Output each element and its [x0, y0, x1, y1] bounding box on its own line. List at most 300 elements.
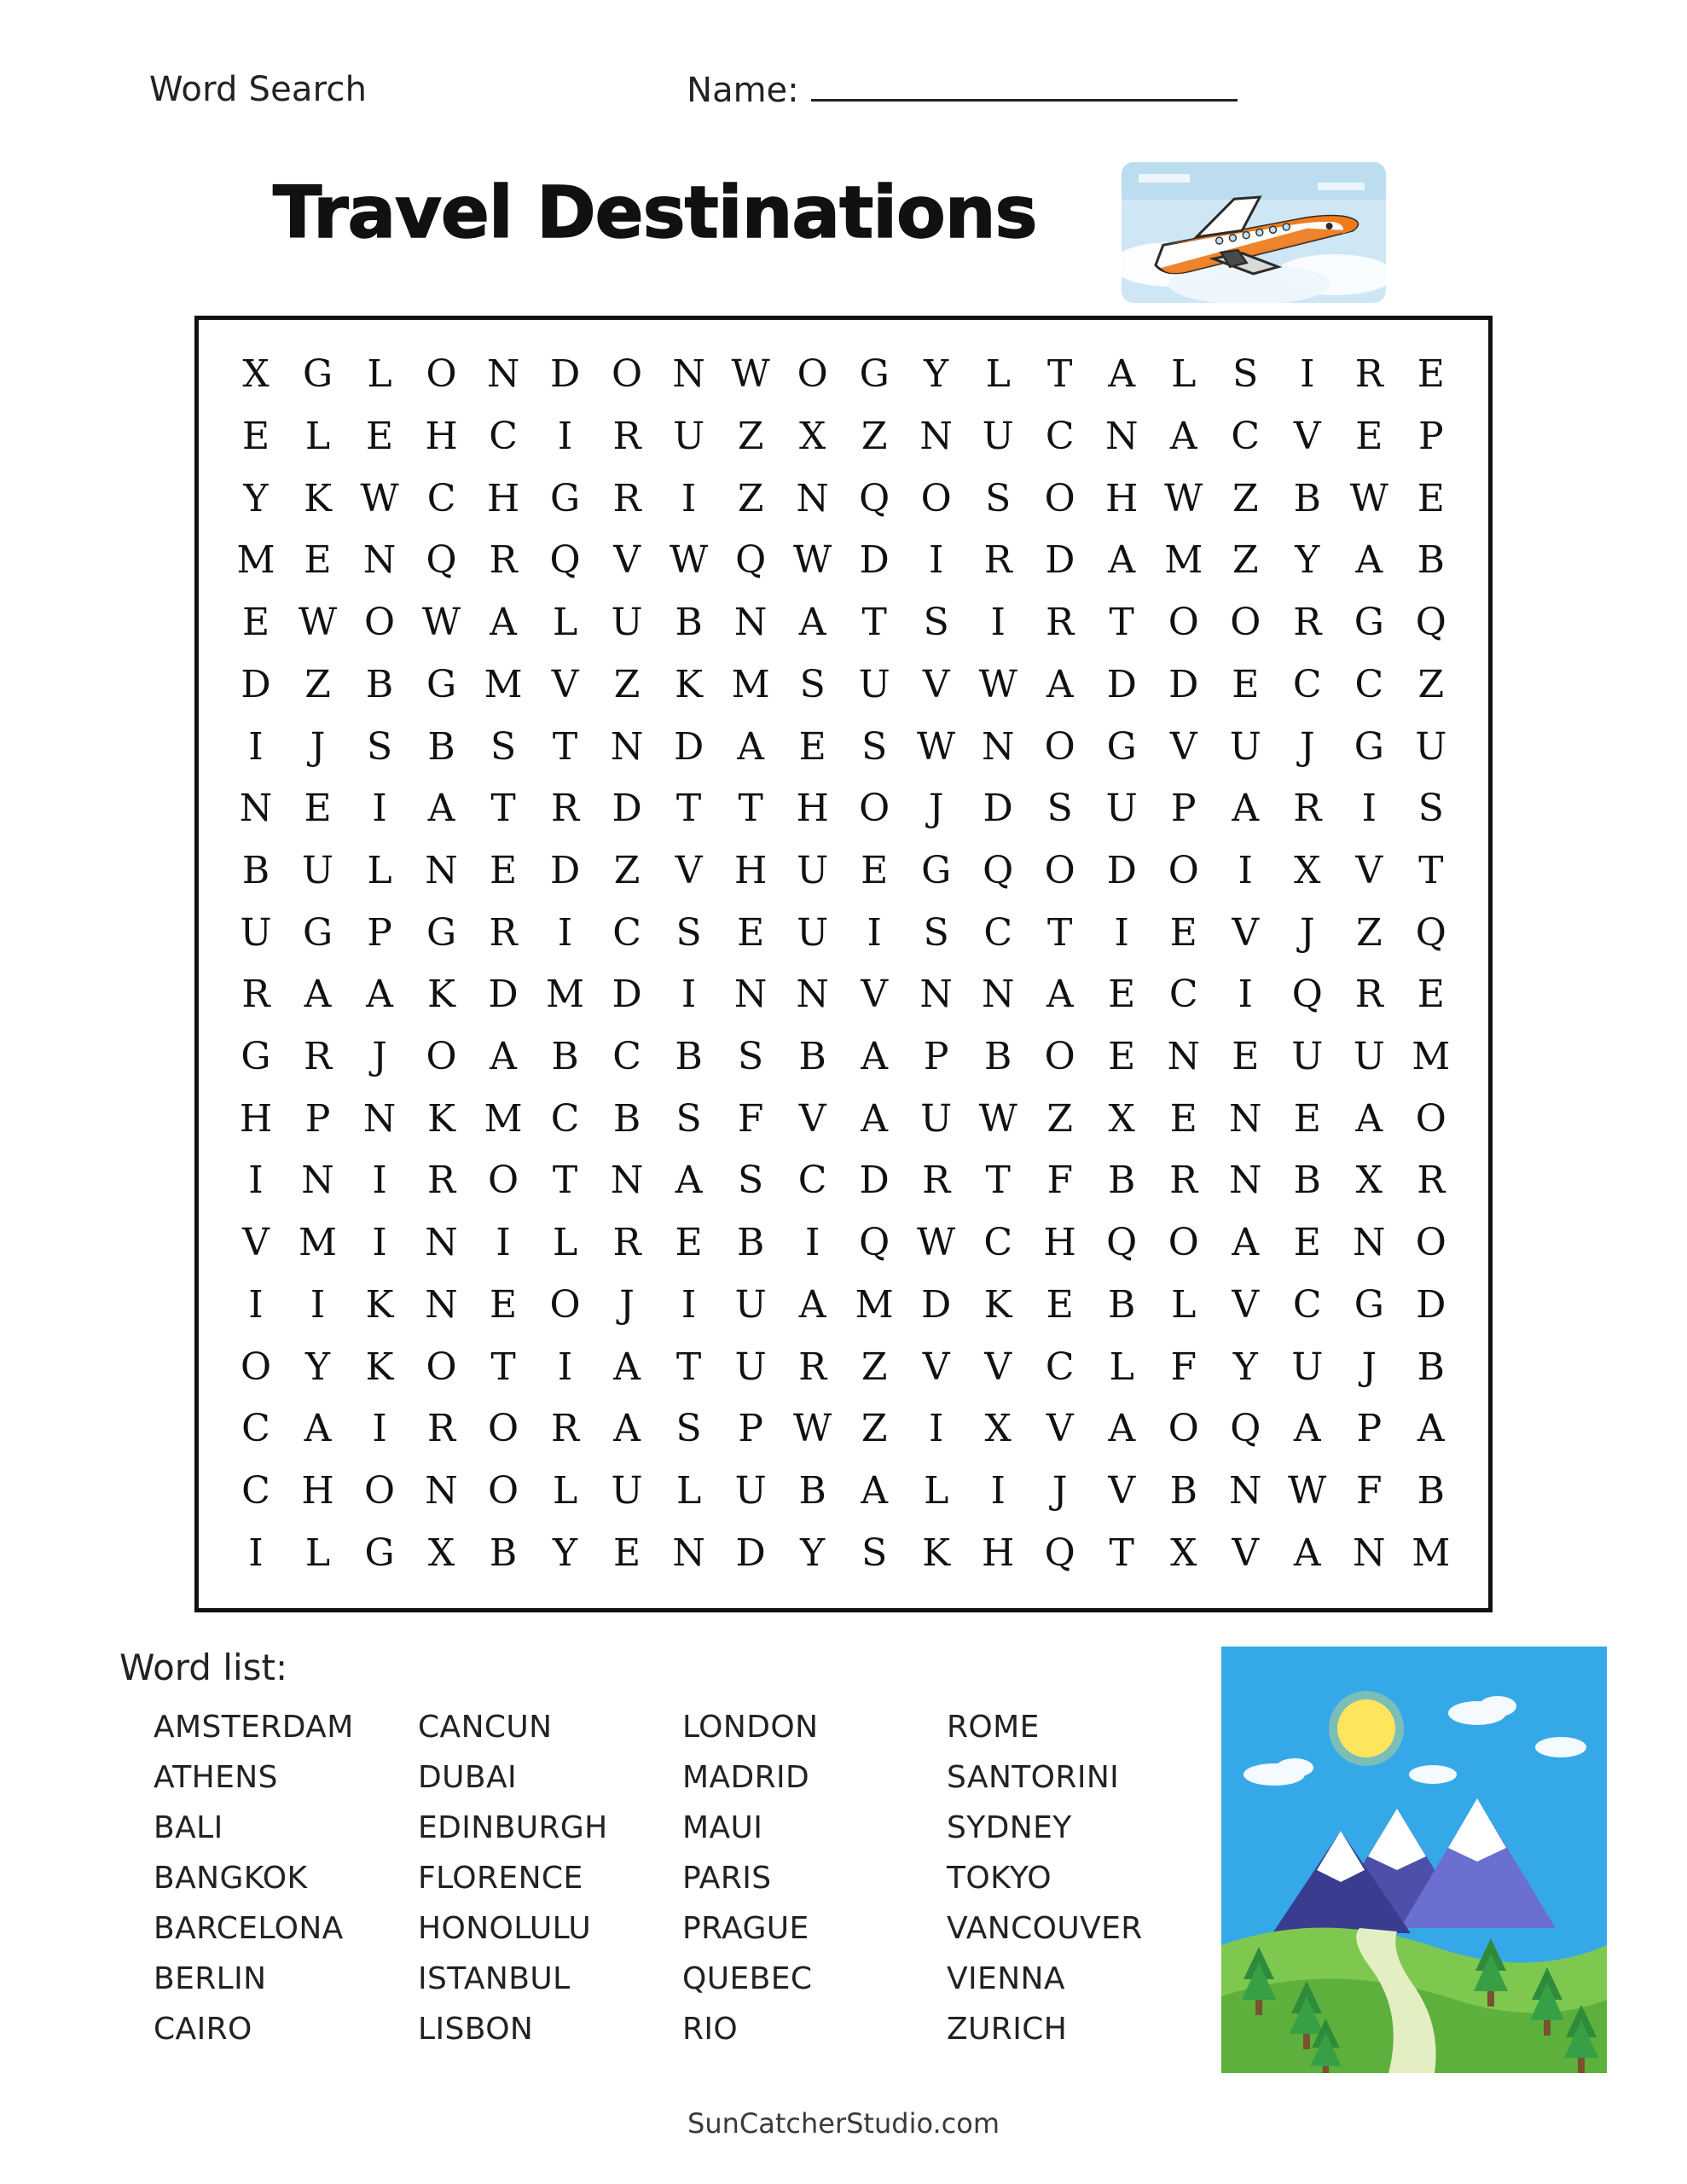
grid-cell[interactable]: N: [1167, 1035, 1200, 1079]
grid-cell[interactable]: Q: [1291, 973, 1323, 1017]
grid-cell[interactable]: Y: [1232, 1345, 1258, 1389]
grid-cell[interactable]: C: [1354, 662, 1384, 706]
grid-cell[interactable]: M: [731, 662, 770, 706]
grid-cell[interactable]: A: [366, 973, 393, 1017]
grid-cell[interactable]: G: [859, 352, 890, 397]
grid-cell[interactable]: A: [1355, 538, 1383, 583]
word-list-item[interactable]: BANGKOK: [154, 1861, 308, 1896]
grid-cell[interactable]: A: [798, 601, 826, 645]
grid-cell[interactable]: N: [796, 476, 829, 520]
grid-cell[interactable]: N: [1353, 1221, 1386, 1265]
grid-cell[interactable]: C: [612, 910, 641, 955]
word-list-item[interactable]: SANTORINI: [947, 1760, 1120, 1795]
grid-cell[interactable]: M: [1412, 1035, 1451, 1079]
grid-cell[interactable]: N: [486, 352, 520, 397]
grid-cell[interactable]: H: [301, 1469, 334, 1513]
grid-cell[interactable]: W: [793, 1407, 832, 1451]
grid-cell[interactable]: R: [983, 538, 1012, 583]
grid-cell[interactable]: N: [733, 973, 768, 1017]
grid-cell[interactable]: U: [1415, 724, 1447, 769]
grid-cell[interactable]: E: [365, 415, 394, 459]
grid-cell[interactable]: F: [1170, 1345, 1197, 1389]
grid-cell[interactable]: R: [426, 1407, 456, 1451]
grid-cell[interactable]: V: [1108, 1469, 1136, 1513]
grid-cell[interactable]: B: [489, 1531, 518, 1575]
grid-cell[interactable]: A: [490, 1035, 517, 1079]
grid-cell[interactable]: W: [917, 1221, 956, 1265]
grid-cell[interactable]: E: [675, 1221, 703, 1265]
grid-cell[interactable]: O: [797, 352, 828, 397]
grid-cell[interactable]: O: [488, 1407, 519, 1451]
grid-cell[interactable]: V: [1232, 910, 1260, 955]
grid-cell[interactable]: L: [1109, 1345, 1134, 1389]
grid-cell[interactable]: V: [1046, 1407, 1074, 1451]
grid-cell[interactable]: V: [1169, 724, 1197, 769]
grid-cell[interactable]: E: [613, 1531, 641, 1575]
grid-cell[interactable]: N: [362, 538, 397, 583]
grid-cell[interactable]: B: [798, 1035, 826, 1079]
grid-cell[interactable]: N: [981, 973, 1015, 1017]
grid-cell[interactable]: E: [1169, 910, 1197, 955]
grid-cell[interactable]: N: [1104, 415, 1139, 459]
grid-cell[interactable]: T: [1109, 601, 1134, 645]
grid-cell[interactable]: O: [1230, 601, 1261, 645]
grid-cell[interactable]: U: [797, 848, 829, 892]
grid-cell[interactable]: D: [735, 1531, 766, 1575]
grid-cell[interactable]: U: [982, 415, 1014, 459]
grid-cell[interactable]: E: [1169, 1096, 1197, 1141]
grid-cell[interactable]: A: [427, 787, 455, 831]
grid-cell[interactable]: X: [1294, 848, 1321, 892]
grid-cell[interactable]: K: [304, 476, 332, 520]
grid-cell[interactable]: D: [488, 973, 519, 1017]
grid-cell[interactable]: A: [1108, 352, 1136, 397]
grid-cell[interactable]: D: [983, 787, 1013, 831]
grid-cell[interactable]: N: [425, 1221, 458, 1265]
grid-cell[interactable]: J: [928, 787, 944, 831]
grid-cell[interactable]: O: [426, 1345, 457, 1389]
word-list-item[interactable]: SYDNEY: [947, 1810, 1072, 1845]
grid-cell[interactable]: V: [675, 848, 703, 892]
grid-cell[interactable]: N: [672, 1531, 705, 1575]
grid-cell[interactable]: D: [612, 973, 642, 1017]
grid-cell[interactable]: A: [613, 1345, 641, 1389]
grid-cell[interactable]: N: [1229, 1469, 1262, 1513]
grid-cell[interactable]: P: [304, 1096, 331, 1141]
grid-cell[interactable]: D: [1106, 662, 1137, 706]
grid-cell[interactable]: Q: [1230, 1407, 1261, 1451]
grid-cell[interactable]: U: [611, 1469, 643, 1513]
grid-cell[interactable]: I: [804, 1221, 820, 1265]
grid-cell[interactable]: S: [923, 910, 949, 955]
grid-cell[interactable]: U: [797, 910, 829, 955]
grid-cell[interactable]: P: [1417, 415, 1444, 459]
grid-cell[interactable]: A: [304, 1407, 332, 1451]
grid-cell[interactable]: N: [425, 848, 458, 892]
grid-cell[interactable]: K: [922, 1531, 951, 1575]
grid-cell[interactable]: X: [1108, 1096, 1135, 1141]
grid-cell[interactable]: X: [1355, 1159, 1383, 1203]
grid-cell[interactable]: I: [496, 1221, 511, 1265]
grid-cell[interactable]: G: [1106, 724, 1137, 769]
grid-cell[interactable]: A: [1355, 1096, 1383, 1141]
grid-cell[interactable]: A: [1108, 538, 1136, 583]
grid-cell[interactable]: K: [427, 973, 455, 1017]
grid-cell[interactable]: D: [859, 538, 890, 583]
grid-cell[interactable]: Z: [613, 848, 641, 892]
grid-cell[interactable]: N: [672, 352, 705, 397]
grid-cell[interactable]: O: [1415, 1096, 1446, 1141]
grid-cell[interactable]: J: [1361, 1345, 1377, 1389]
grid-cell[interactable]: C: [241, 1407, 270, 1451]
grid-cell[interactable]: O: [1415, 1221, 1446, 1265]
grid-cell[interactable]: R: [1293, 601, 1322, 645]
grid-cell[interactable]: I: [681, 973, 697, 1017]
grid-cell[interactable]: Z: [1355, 910, 1383, 955]
grid-cell[interactable]: R: [798, 1345, 827, 1389]
grid-cell[interactable]: M: [1412, 1531, 1451, 1575]
grid-cell[interactable]: S: [1046, 787, 1073, 831]
grid-cell[interactable]: N: [1229, 1159, 1262, 1203]
grid-cell[interactable]: B: [1417, 1469, 1445, 1513]
grid-cell[interactable]: O: [612, 352, 643, 397]
word-list-item[interactable]: VIENNA: [947, 1961, 1065, 1996]
grid-cell[interactable]: U: [734, 1469, 767, 1513]
grid-cell[interactable]: P: [1170, 787, 1197, 831]
grid-cell[interactable]: H: [425, 415, 458, 459]
grid-cell[interactable]: R: [1354, 352, 1383, 397]
word-list-item[interactable]: BERLIN: [154, 1961, 267, 1996]
grid-cell[interactable]: O: [1168, 1221, 1199, 1265]
grid-cell[interactable]: Q: [983, 848, 1014, 892]
grid-cell[interactable]: A: [1417, 1407, 1445, 1451]
grid-cell[interactable]: I: [1300, 352, 1315, 397]
grid-cell[interactable]: W: [1288, 1469, 1327, 1513]
grid-cell[interactable]: U: [301, 848, 334, 892]
grid-cell[interactable]: V: [922, 662, 950, 706]
grid-cell[interactable]: G: [1354, 1282, 1384, 1327]
grid-cell[interactable]: A: [1108, 1407, 1136, 1451]
grid-cell[interactable]: D: [1416, 1282, 1446, 1327]
grid-cell[interactable]: S: [738, 1035, 764, 1079]
grid-cell[interactable]: E: [1108, 973, 1136, 1017]
grid-cell[interactable]: S: [366, 724, 393, 769]
grid-cell[interactable]: R: [551, 787, 580, 831]
grid-cell[interactable]: E: [241, 601, 270, 645]
grid-cell[interactable]: J: [1052, 1469, 1068, 1513]
grid-cell[interactable]: U: [1229, 724, 1261, 769]
grid-cell[interactable]: B: [675, 1035, 703, 1079]
grid-cell[interactable]: N: [425, 1282, 458, 1327]
grid-cell[interactable]: N: [981, 724, 1015, 769]
grid-cell[interactable]: R: [922, 1159, 951, 1203]
grid-cell[interactable]: T: [1047, 352, 1073, 397]
grid-cell[interactable]: R: [1354, 973, 1383, 1017]
grid-cell[interactable]: A: [1293, 1531, 1321, 1575]
grid-cell[interactable]: U: [240, 910, 272, 955]
word-search-grid[interactable]: [194, 316, 1493, 1612]
grid-cell[interactable]: O: [363, 601, 396, 645]
grid-cell[interactable]: Q: [1044, 1531, 1075, 1575]
grid-cell[interactable]: Z: [1417, 662, 1445, 706]
grid-cell[interactable]: V: [613, 538, 641, 583]
grid-cell[interactable]: L: [304, 415, 331, 459]
grid-cell[interactable]: R: [489, 538, 518, 583]
grid-cell[interactable]: Q: [859, 476, 890, 520]
grid-cell[interactable]: R: [1046, 601, 1075, 645]
grid-cell[interactable]: Y: [800, 1531, 826, 1575]
grid-cell[interactable]: T: [1109, 1531, 1134, 1575]
grid-cell[interactable]: Z: [861, 1345, 888, 1389]
word-list-item[interactable]: BARCELONA: [154, 1911, 344, 1946]
grid-cell[interactable]: K: [675, 662, 704, 706]
grid-cell[interactable]: Y: [924, 352, 949, 397]
grid-cell[interactable]: Q: [1415, 601, 1446, 645]
grid-cell[interactable]: Z: [304, 662, 331, 706]
grid-cell[interactable]: E: [490, 1282, 518, 1327]
grid-cell[interactable]: L: [1171, 1282, 1197, 1327]
word-list-item[interactable]: PARIS: [682, 1861, 772, 1896]
grid-cell[interactable]: D: [859, 1159, 890, 1203]
grid-cell[interactable]: T: [1418, 848, 1444, 892]
grid-cell[interactable]: W: [1164, 476, 1203, 520]
grid-cell[interactable]: A: [1169, 415, 1197, 459]
grid-cell[interactable]: O: [1044, 476, 1075, 520]
grid-cell[interactable]: R: [489, 910, 518, 955]
grid-cell[interactable]: J: [1299, 910, 1315, 955]
word-list-item[interactable]: CANCUN: [418, 1710, 553, 1745]
grid-cell[interactable]: D: [673, 724, 704, 769]
grid-cell[interactable]: I: [372, 1221, 387, 1265]
grid-cell[interactable]: S: [675, 1096, 702, 1141]
grid-cell[interactable]: D: [921, 1282, 952, 1327]
grid-cell[interactable]: A: [1046, 662, 1074, 706]
grid-cell[interactable]: E: [1232, 1035, 1260, 1079]
grid-cell[interactable]: O: [426, 352, 457, 397]
grid-cell[interactable]: R: [612, 415, 641, 459]
grid-cell[interactable]: M: [484, 1096, 523, 1141]
grid-cell[interactable]: Y: [553, 1531, 578, 1575]
grid-cell[interactable]: R: [303, 1035, 333, 1079]
grid-cell[interactable]: U: [611, 601, 643, 645]
grid-cell[interactable]: G: [550, 476, 581, 520]
grid-cell[interactable]: L: [367, 848, 392, 892]
grid-cell[interactable]: L: [924, 1469, 949, 1513]
grid-cell[interactable]: E: [1417, 476, 1445, 520]
grid-cell[interactable]: U: [734, 1345, 767, 1389]
grid-cell[interactable]: B: [736, 1221, 765, 1265]
grid-cell[interactable]: K: [427, 1096, 455, 1141]
grid-cell[interactable]: C: [241, 1469, 270, 1513]
grid-cell[interactable]: D: [1168, 662, 1199, 706]
grid-cell[interactable]: W: [978, 662, 1017, 706]
grid-cell[interactable]: B: [1417, 1345, 1445, 1389]
grid-cell[interactable]: B: [427, 724, 455, 769]
grid-cell[interactable]: A: [675, 1159, 703, 1203]
grid-cell[interactable]: T: [985, 1159, 1011, 1203]
grid-cell[interactable]: U: [1291, 1035, 1324, 1079]
grid-cell[interactable]: W: [421, 601, 461, 645]
word-list-item[interactable]: PRAGUE: [682, 1911, 809, 1946]
grid-cell[interactable]: A: [1046, 973, 1074, 1017]
grid-cell[interactable]: T: [552, 724, 578, 769]
grid-cell[interactable]: C: [1231, 415, 1261, 459]
grid-cell[interactable]: R: [612, 1221, 641, 1265]
grid-cell[interactable]: B: [241, 848, 270, 892]
grid-cell[interactable]: B: [984, 1035, 1012, 1079]
grid-cell[interactable]: N: [301, 1159, 334, 1203]
word-list-item[interactable]: BALI: [154, 1810, 223, 1845]
grid-cell[interactable]: O: [859, 787, 890, 831]
grid-cell[interactable]: O: [1168, 601, 1199, 645]
grid-cell[interactable]: I: [681, 476, 697, 520]
grid-cell[interactable]: A: [1232, 787, 1260, 831]
grid-cell[interactable]: H: [982, 1531, 1015, 1575]
grid-cell[interactable]: W: [731, 352, 770, 397]
grid-cell[interactable]: C: [1292, 1282, 1322, 1327]
grid-cell[interactable]: N: [425, 1469, 458, 1513]
grid-cell[interactable]: M: [546, 973, 585, 1017]
grid-cell[interactable]: B: [1108, 1282, 1136, 1327]
grid-cell[interactable]: O: [1044, 724, 1075, 769]
grid-cell[interactable]: M: [484, 662, 523, 706]
grid-cell[interactable]: Z: [1232, 476, 1259, 520]
grid-cell[interactable]: R: [1169, 1159, 1198, 1203]
grid-cell[interactable]: O: [426, 1035, 457, 1079]
grid-cell[interactable]: N: [610, 1159, 644, 1203]
grid-cell[interactable]: N: [610, 724, 644, 769]
grid-cell[interactable]: O: [1044, 848, 1075, 892]
grid-cell[interactable]: A: [798, 1282, 826, 1327]
grid-cell[interactable]: G: [302, 352, 333, 397]
grid-cell[interactable]: X: [798, 415, 826, 459]
grid-cell[interactable]: K: [365, 1345, 394, 1389]
grid-cell[interactable]: N: [239, 787, 273, 831]
grid-cell[interactable]: E: [1293, 1096, 1321, 1141]
word-list-item[interactable]: ZURICH: [947, 2012, 1068, 2047]
grid-cell[interactable]: G: [426, 662, 457, 706]
grid-cell[interactable]: F: [1046, 1159, 1073, 1203]
grid-cell[interactable]: Z: [737, 476, 764, 520]
grid-cell[interactable]: I: [248, 1531, 264, 1575]
word-list-item[interactable]: HONOLULU: [418, 1911, 592, 1946]
grid-cell[interactable]: N: [1353, 1531, 1386, 1575]
grid-cell[interactable]: L: [676, 1469, 702, 1513]
grid-cell[interactable]: A: [861, 1035, 889, 1079]
grid-cell[interactable]: V: [1232, 1282, 1260, 1327]
grid-cell[interactable]: U: [1353, 1035, 1385, 1079]
grid-cell[interactable]: M: [855, 1282, 894, 1327]
grid-cell[interactable]: O: [920, 476, 952, 520]
grid-cell[interactable]: O: [363, 1469, 396, 1513]
grid-cell[interactable]: X: [242, 352, 270, 397]
grid-cell[interactable]: W: [917, 724, 956, 769]
grid-cell[interactable]: E: [1417, 973, 1445, 1017]
word-list-item[interactable]: MAUI: [682, 1810, 763, 1845]
grid-cell[interactable]: B: [1293, 476, 1321, 520]
grid-cell[interactable]: P: [738, 1407, 763, 1451]
word-list-item[interactable]: ISTANBUL: [418, 1961, 571, 1996]
grid-cell[interactable]: Y: [304, 1345, 331, 1389]
grid-cell[interactable]: R: [612, 476, 641, 520]
grid-cell[interactable]: B: [675, 601, 703, 645]
grid-cell[interactable]: C: [983, 910, 1013, 955]
word-list-item[interactable]: TOKYO: [947, 1861, 1052, 1896]
grid-cell[interactable]: H: [796, 787, 829, 831]
grid-cell[interactable]: S: [985, 476, 1012, 520]
grid-cell[interactable]: E: [490, 848, 518, 892]
grid-cell[interactable]: J: [372, 1035, 387, 1079]
grid-cell[interactable]: A: [304, 973, 332, 1017]
grid-cell[interactable]: C: [426, 476, 456, 520]
grid-cell[interactable]: I: [1238, 848, 1253, 892]
grid-cell[interactable]: J: [619, 1282, 635, 1327]
grid-cell[interactable]: L: [552, 601, 578, 645]
grid-cell[interactable]: S: [490, 724, 517, 769]
grid-cell[interactable]: A: [737, 724, 765, 769]
grid-cell[interactable]: W: [360, 476, 399, 520]
grid-cell[interactable]: F: [737, 1096, 764, 1141]
grid-cell[interactable]: C: [983, 1221, 1013, 1265]
grid-cell[interactable]: P: [923, 1035, 949, 1079]
grid-cell[interactable]: C: [550, 1096, 580, 1141]
grid-cell[interactable]: R: [241, 973, 270, 1017]
grid-cell[interactable]: P: [367, 910, 392, 955]
grid-cell[interactable]: R: [1293, 787, 1322, 831]
grid-cell[interactable]: V: [798, 1096, 826, 1141]
grid-cell[interactable]: V: [861, 973, 889, 1017]
grid-cell[interactable]: B: [798, 1469, 826, 1513]
grid-cell[interactable]: T: [675, 1345, 702, 1389]
grid-cell[interactable]: C: [1168, 973, 1198, 1017]
grid-cell[interactable]: U: [673, 415, 705, 459]
grid-cell[interactable]: B: [365, 662, 394, 706]
grid-cell[interactable]: C: [489, 415, 518, 459]
grid-cell[interactable]: I: [681, 1282, 697, 1327]
grid-cell[interactable]: E: [1293, 1221, 1321, 1265]
grid-cell[interactable]: W: [298, 601, 338, 645]
grid-cell[interactable]: T: [552, 1159, 578, 1203]
grid-cell[interactable]: V: [242, 1221, 270, 1265]
grid-cell[interactable]: X: [984, 1407, 1012, 1451]
grid-cell[interactable]: S: [675, 910, 702, 955]
grid-cell[interactable]: N: [1229, 1096, 1262, 1141]
grid-cell[interactable]: O: [488, 1159, 519, 1203]
grid-cell[interactable]: Y: [243, 476, 269, 520]
grid-cell[interactable]: B: [1293, 1159, 1321, 1203]
grid-cell[interactable]: A: [613, 1407, 641, 1451]
grid-cell[interactable]: Z: [861, 1407, 888, 1451]
grid-cell[interactable]: I: [990, 601, 1006, 645]
grid-cell[interactable]: I: [248, 1282, 264, 1327]
grid-cell[interactable]: E: [1232, 662, 1260, 706]
word-list-item[interactable]: DUBAI: [418, 1760, 518, 1795]
word-list-item[interactable]: ATHENS: [154, 1760, 278, 1795]
grid-cell[interactable]: D: [549, 352, 581, 397]
grid-cell[interactable]: I: [310, 1282, 326, 1327]
grid-cell[interactable]: S: [1417, 787, 1444, 831]
grid-cell[interactable]: B: [1417, 538, 1445, 583]
grid-cell[interactable]: L: [985, 352, 1011, 397]
word-list-item[interactable]: LONDON: [682, 1710, 819, 1745]
grid-cell[interactable]: Z: [861, 415, 888, 459]
name-input-line[interactable]: [811, 70, 1238, 102]
grid-cell[interactable]: I: [557, 910, 573, 955]
word-list-item[interactable]: CAIRO: [154, 2012, 252, 2047]
word-list-item[interactable]: ROME: [947, 1710, 1040, 1745]
grid-cell[interactable]: Q: [859, 1221, 890, 1265]
grid-cell[interactable]: D: [1045, 538, 1075, 583]
